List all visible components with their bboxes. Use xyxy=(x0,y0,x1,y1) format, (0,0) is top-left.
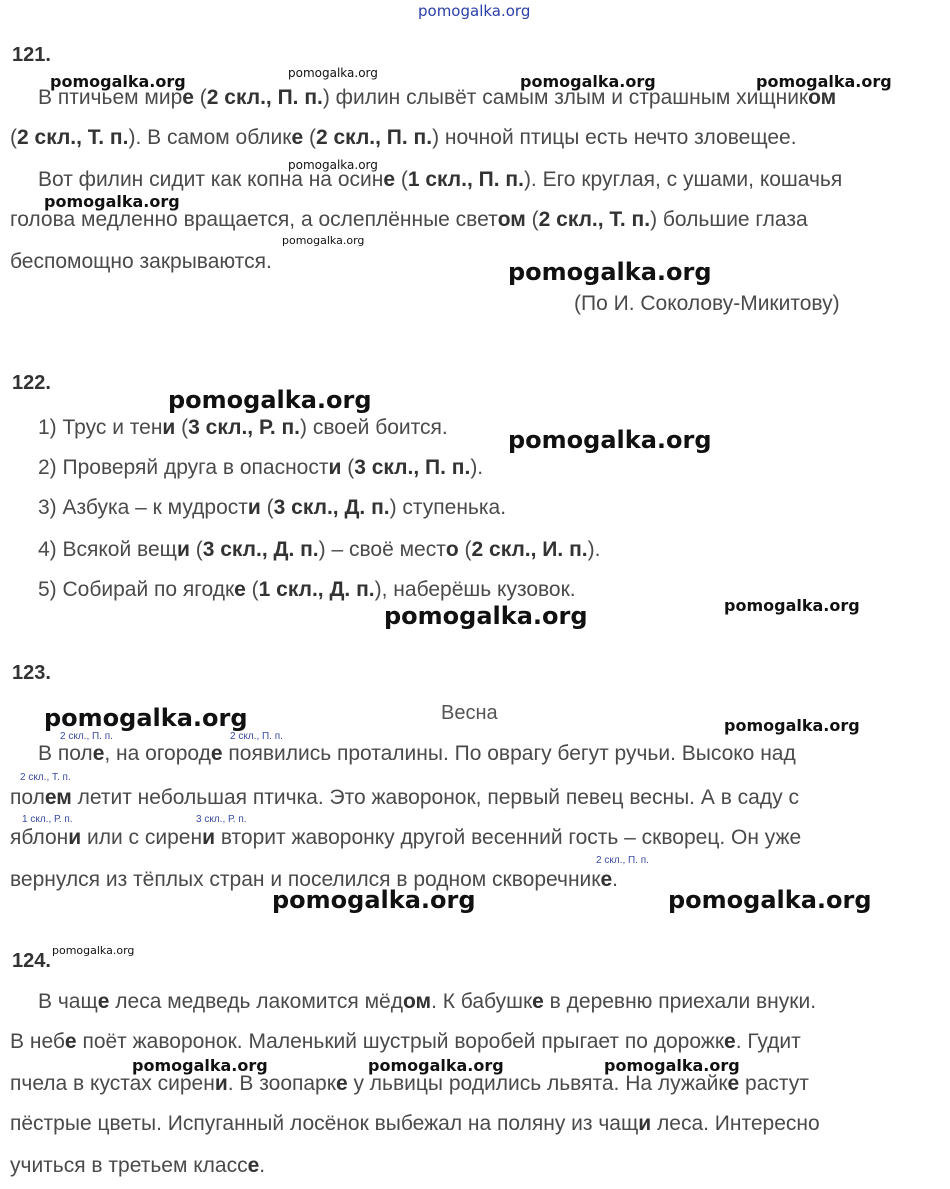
ex123-line-1: В поле, на огороде появились проталины. По оврагу бегут ручьи. Высоко над xyxy=(38,742,796,765)
exercise-122-number: 122. xyxy=(12,372,51,394)
watermark: pomogalka.org xyxy=(724,716,860,735)
case-annotation: 3 скл., Р. п. xyxy=(196,814,247,825)
ex124-line-5: учиться в третьем классе. xyxy=(10,1154,266,1177)
ex121-line-3: Вот филин сидит как копна на осине (1 скл., П. п.). Его круглая, с ушами, кошачья xyxy=(38,168,843,191)
ex123-title: Весна xyxy=(441,702,498,724)
ex122-item: 2) Проверяй друга в опасности (3 скл., П. п.). xyxy=(38,456,484,479)
ex121-line-2: (2 скл., Т. п.). В самом облике (2 скл., П. п.) ночной птицы есть нечто зловещее. xyxy=(10,126,797,149)
case-annotation: 2 скл., Т. п. xyxy=(20,772,71,783)
top-watermark: pomogalka.org xyxy=(418,2,531,20)
watermark: pomogalka.org xyxy=(668,886,872,914)
watermark: pomogalka.org xyxy=(44,192,180,211)
ex124-line-2: В небе поёт жаворонок. Маленький шустрый воробей прыгает по дорожке. Гудит xyxy=(10,1030,801,1053)
ex121-line-1: В птичьем мире (2 скл., П. п.) филин слывёт самым злым и страшным хищником xyxy=(38,86,837,109)
watermark: pomogalka.org xyxy=(288,66,378,80)
ex121-line-4: голова медленно вращается, а ослеплённые светом (2 скл., Т. п.) большие глаза xyxy=(10,208,808,231)
watermark: pomogalka.org xyxy=(384,602,588,630)
watermark: pomogalka.org xyxy=(520,72,656,91)
case-annotation: 2 скл., П. п. xyxy=(596,855,649,866)
watermark: pomogalka.org xyxy=(50,72,186,91)
watermark: pomogalka.org xyxy=(368,1056,504,1075)
exercise-123-number: 123. xyxy=(12,662,51,684)
watermark: pomogalka.org xyxy=(756,72,892,91)
watermark: pomogalka.org xyxy=(724,596,860,615)
ex124-line-4: пёстрые цветы. Испуганный лосёнок выбежал на поляну из чащи леса. Интересно xyxy=(10,1112,820,1135)
watermark: pomogalka.org xyxy=(282,234,365,247)
watermark: pomogalka.org xyxy=(272,886,476,914)
ex122-item: 3) Азбука – к мудрости (3 скл., Д. п.) ступенька. xyxy=(38,496,507,519)
watermark: pomogalka.org xyxy=(44,704,248,732)
watermark: pomogalka.org xyxy=(52,944,135,957)
ex121-source: (По И. Соколову-Микитову) xyxy=(574,292,840,315)
watermark: pomogalka.org xyxy=(168,386,372,414)
watermark: pomogalka.org xyxy=(288,158,378,172)
ex124-line-1: В чаще леса медведь лакомится мёдом. К бабушке в деревню приехали внуки. xyxy=(38,990,817,1013)
ex124-line-3: пчела в кустах сирени. В зоопарке у львицы родились львята. На лужайке растут xyxy=(10,1072,809,1095)
exercise-124-number: 124. xyxy=(12,950,51,972)
watermark: pomogalka.org xyxy=(508,258,712,286)
ex123-line-3: яблони или с сирени вторит жаворонку другой весенний гость – скворец. Он уже xyxy=(10,826,802,849)
ex121-line-5: беспомощно закрываются. xyxy=(10,250,272,273)
ex123-line-2: полем летит небольшая птичка. Это жаворонок, первый певец весны. А в саду с xyxy=(10,786,799,809)
ex122-item: 5) Собирай по ягодке (1 скл., Д. п.), наберёшь кузовок. xyxy=(38,578,576,601)
case-annotation: 2 скл., П. п. xyxy=(60,731,113,742)
case-annotation: 1 скл., Р. п. xyxy=(22,814,73,825)
ex123-line-4: вернулся из тёплых стран и поселился в родном скворечнике. xyxy=(10,868,618,891)
watermark: pomogalka.org xyxy=(604,1056,740,1075)
exercise-121-number: 121. xyxy=(12,44,51,66)
ex122-item: 1) Трус и тени (3 скл., Р. п.) своей боится. xyxy=(38,416,448,439)
ex122-item: 4) Всякой вещи (3 скл., Д. п.) – своё место (2 скл., И. п.). xyxy=(38,538,601,561)
case-annotation: 2 скл., П. п. xyxy=(230,731,283,742)
watermark: pomogalka.org xyxy=(132,1056,268,1075)
watermark: pomogalka.org xyxy=(508,426,712,454)
